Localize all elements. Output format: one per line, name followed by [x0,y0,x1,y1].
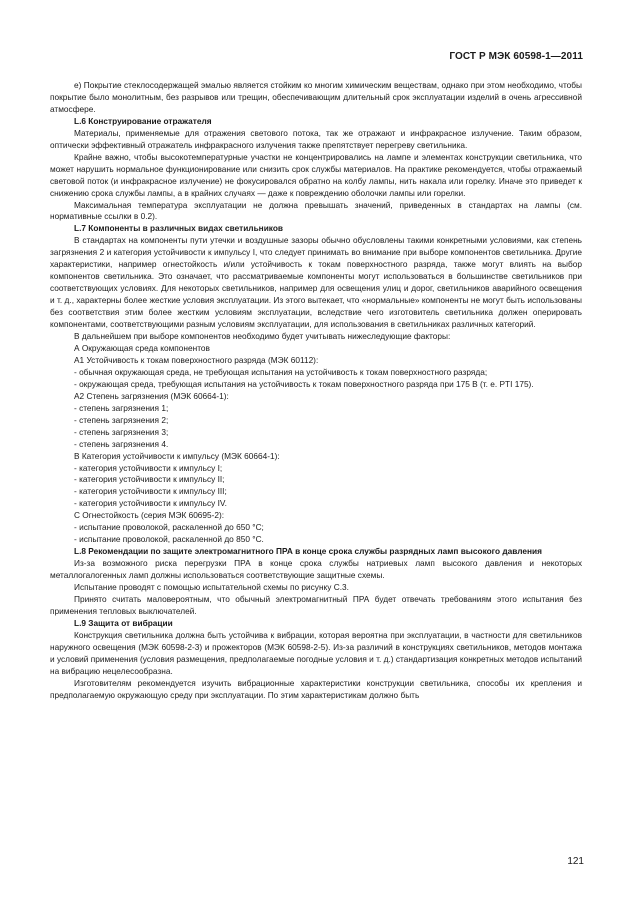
section-heading: L.7 Компоненты в различных видах светильников [74,223,284,234]
paragraph: В Категория устойчивости к импульсу (МЭК 60664-1): [74,450,280,461]
paragraph: С Огнестойкость (серия МЭК 60695-2): [74,510,225,521]
document-body [50,80,582,702]
paragraph: - испытание проволокой, раскаленной до 650 °C; [74,522,264,533]
paragraph: А Окружающая среда компонентов [74,342,210,353]
section-heading: L.6 Конструирование отражателя [74,115,212,126]
paragraph: Из-за возможного риска перегрузки ПРА в конце срока службы натриевых ламп высокого давления и некоторых металлогалогенных ламп должны использоваться соответствующие защитные схемы. [50,558,582,581]
paragraph: Максимальная температура эксплуатации не должна превышать значений, приведенных в стандартах на лампы (см. нормативные ссылки в 0.2). [50,199,582,222]
paragraph: - окружающая среда, требующая испытания на устойчивость к токам поверхностного разряда при 175 В (т. е. PTI 175). [74,378,534,389]
paragraph: Принято считать маловероятным, что обычный электромагнитный ПРА будет отвечать требованиям этого испытания без применения тепловых выключателей. [50,593,582,616]
paragraph: А2 Степень загрязнения (МЭК 60664-1): [74,390,229,401]
paragraph: - степень загрязнения 4. [74,438,169,449]
paragraph: Конструкция светильника должна быть устойчива к вибрации, которая вероятна при эксплуатации, в частности для светильников наружного освещения (МЭК 60598-2-3) и прожекторов (МЭК 60598-2-5). Из-за различий в конструкциях светильников, методов монтажа и условий применения (условия размещения, предполагаемые погодные условия и т. д.) стандартизация конкретных методов испытаний на вибрацию нецелесообразна. [50,629,582,676]
section-heading: L.9 Защита от вибрации [74,617,173,628]
paragraph: Испытание проводят с помощью испытательной схемы по рисунку С.3. [74,582,349,593]
paragraph: - категория устойчивости к импульсу III; [74,486,227,497]
paragraph: - категория устойчивости к импульсу I; [74,462,223,473]
paragraph: - категория устойчивости к импульсу II; [74,474,225,485]
paragraph: А1 Устойчивость к токам поверхностного разряда (МЭК 60112): [74,354,319,365]
paragraph: В дальнейшем при выборе компонентов необходимо будет учитывать нижеследующие факторы: [74,331,451,342]
paragraph: - испытание проволокой, раскаленной до 850 °C. [74,534,264,545]
paragraph: Материалы, применяемые для отражения светового потока, так же отражают и инфракрасное излучение. Таким образом, оптически эффективный отражатель инфракрасного излучения также препятствует перегреву светильника. [50,127,582,150]
page-number: 121 [567,856,584,867]
section-heading: L.8 Рекомендации по защите электромагнитного ПРА в конце срока службы разрядных ламп высокого давления [74,546,543,557]
paragraph: е) Покрытие стеклосодержащей эмалью является стойким ко многим химическим веществам, однако при этом необходимо, чтобы покрытие было монолитным, без разрывов или трещин, обеспечивающим длительный срок эксплуатации изделий в очень агрессивной атмосфере. [50,80,582,114]
paragraph: - обычная окружающая среда, не требующая испытания на устойчивость к токам поверхностного разряда; [74,366,488,377]
paragraph: В стандартах на компоненты пути утечки и воздушные зазоры обычно обусловлены такими конкретными условиями, как степень загрязнения 2 и категория устойчивости к импульсу I, что следует принимать во внимание при выборе компонентов светильника. Другие характеристики, например огнестойкость и/или устойчивость к токам поверхностного разряда, также могут влиять на выбор компонентов светильника. Это означает, что рассматриваемые компоненты могут использоваться в большинстве светильников при соответствующих условиях. Для некоторых светильников, например для освещения улиц и дорог, светильников аварийного освещения и т. д., характерны более жесткие условия эксплуатации. Из этого вытекает, что «нормальные» компоненты не могут быть использованы без соответствия этим более жестким условиям эксплуатации, вследствие чего изготовитель светильника должен оперировать компонентами, соответствующими разным условиям эксплуатации, для использования в светильниках различных категорий. [50,235,582,330]
paragraph: - степень загрязнения 3; [74,426,169,437]
paragraph: - категория устойчивости к импульсу IV. [74,498,227,509]
paragraph: Крайне важно, чтобы высокотемпературные участки не концентрировались на лампе и элементах конструкции светильника, что может нарушить нормальное функционирование или снизить срок службы материалов. На практике рекомендуется, чтобы отражаемый световой поток (и инфракрасное излучение) не фокусировался обратно на колбу лампы, нить накала или горелку. Иначе это приведет к снижению срока службы лампы, а в крайних случаях — даже к повреждению оболочки лампы или горелки. [50,151,582,198]
paragraph: Изготовителям рекомендуется изучить вибрационные характеристики конструкции светильника, способы их крепления и предполагаемую окружающую среду при эксплуатации. По этим характеристикам должно быть [50,677,582,700]
paragraph: - степень загрязнения 2; [74,414,169,425]
standard-header: ГОСТ Р МЭК 60598-1—2011 [449,51,583,62]
paragraph: - степень загрязнения 1; [74,402,169,413]
